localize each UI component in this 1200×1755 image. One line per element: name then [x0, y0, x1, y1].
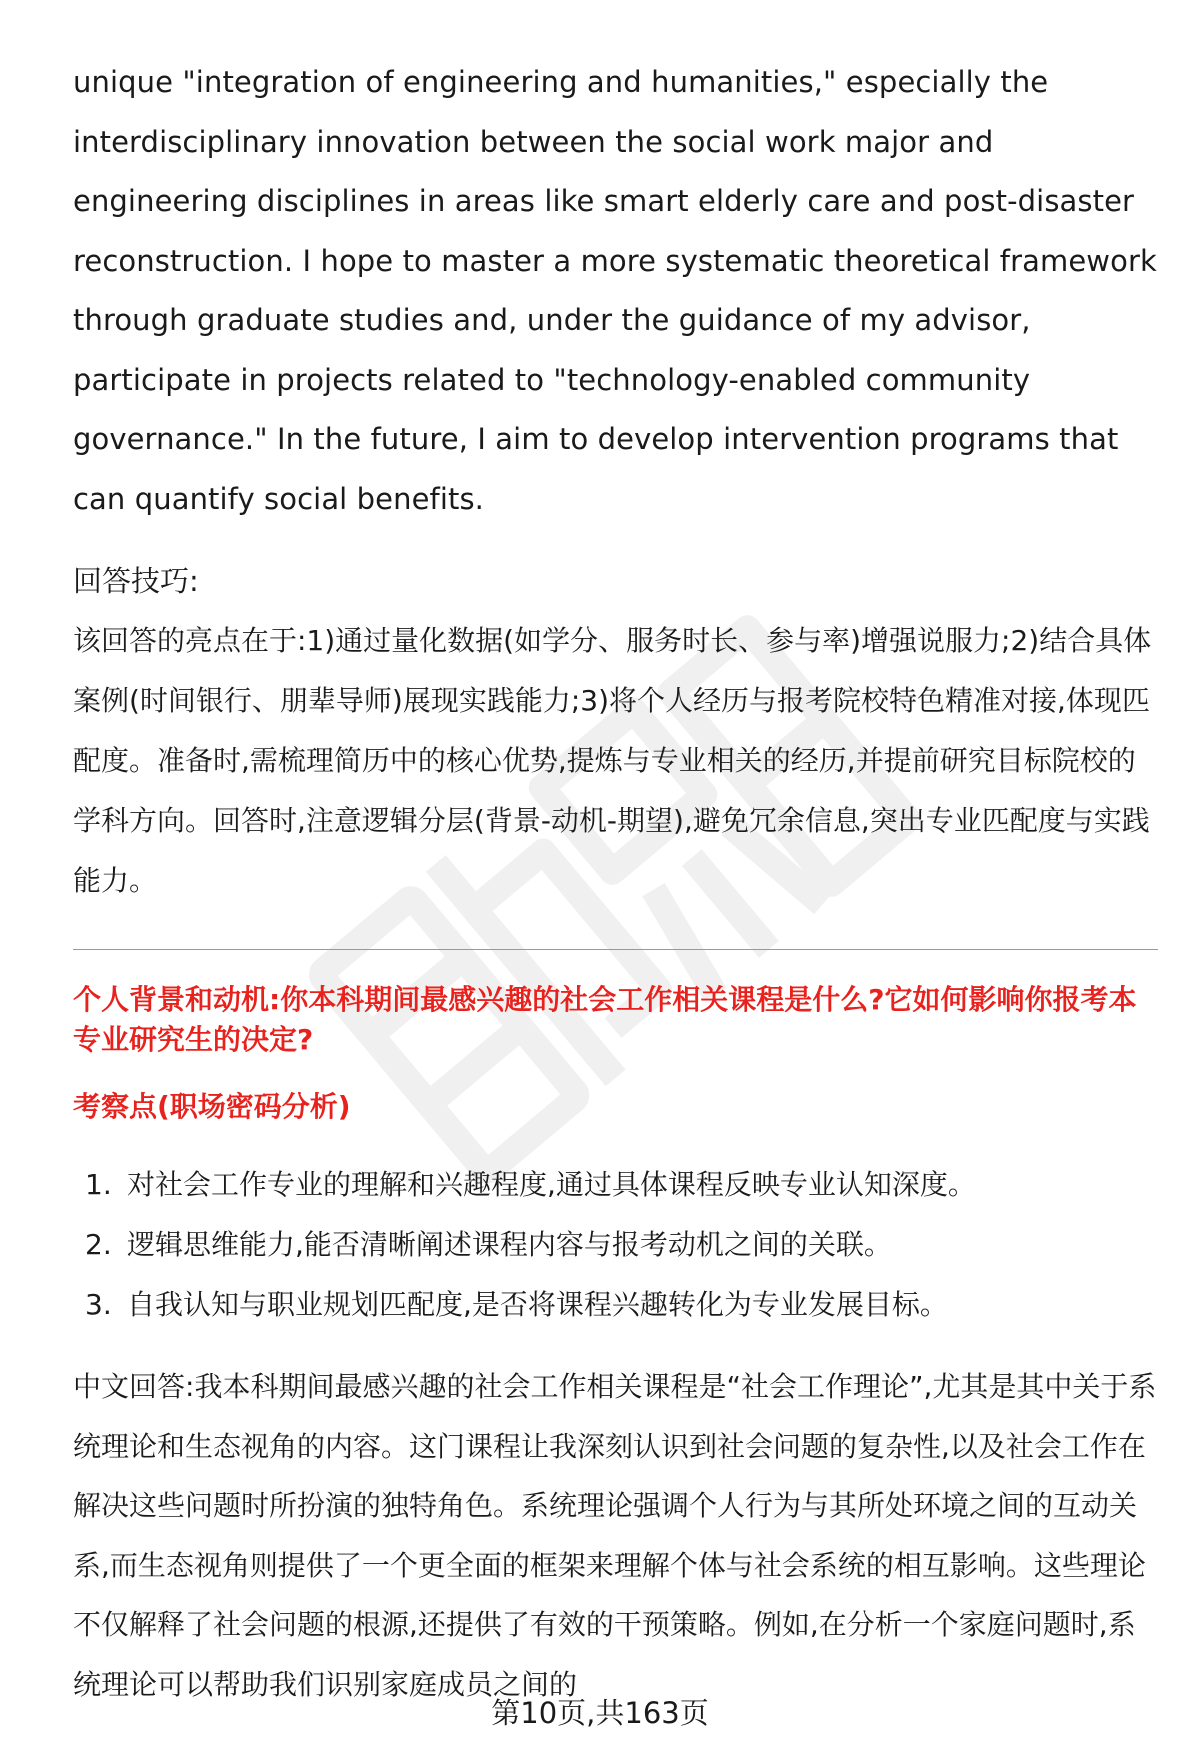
- chinese-answer: [73, 1357, 1158, 1714]
- section-divider: [73, 949, 1158, 950]
- list-item-number: 1.: [85, 1168, 112, 1201]
- page-footer: 第10页,共163页: [491, 1696, 709, 1730]
- list-item: [73, 1215, 1158, 1275]
- list-item-text: 逻辑思维能力,能否清晰阐述课程内容与报考动机之间的关联。: [127, 1228, 892, 1261]
- tips-title: 回答技巧:: [73, 564, 199, 598]
- list-item: [73, 1155, 1158, 1215]
- list-item-number: 2.: [85, 1228, 112, 1261]
- question-heading: 个人背景和动机:你本科期间最感兴趣的社会工作相关课程是什么?它如何影响你报考本专业研究生的决定?: [73, 983, 1137, 1056]
- answer-body: 我本科期间最感兴趣的社会工作相关课程是“社会工作理论”,尤其是其中关于系统理论和生态视角的内容。这门课程让我深刻认识到社会问题的复杂性,以及社会工作在解决这些问题时所扮演的独特角色。系统理论强调个人行为与其所处环境之间的互动关系,而生态视角则提供了一个更全面的框架来理解个体与社会系统的相互影响。这些理论不仅解释了社会问题的根源,还提供了有效的干预策略。例如,在分析一个家庭问题时,系统理论可以帮助我们识别家庭成员之间的: [73, 1370, 1157, 1701]
- tips-body: 该回答的亮点在于:1)通过量化数据(如学分、服务时长、参与率)增强说服力;2)结合具体案例(时间银行、朋辈导师)展现实践能力;3)将个人经历与报考院校特色精准对接,体现匹配度。准备时,需梳理简历中的核心优势,提炼与专业相关的经历,并提前研究目标院校的学科方向。回答时,注意逻辑分层(背景-动机-期望),避免冗余信息,突出专业匹配度与实践能力。: [73, 624, 1152, 897]
- english-answer-paragraph: unique "integration of engineering and humanities," especially the interdisciplinary innovation between the social work major and engineering disciplines in areas like smart elderly care and post-disaster reconstruction. I hope to master a more systematic theoretical framework through graduate studies and, under the guidance of my advisor, participate in projects related to "technology-enabled community governance." In the future, I aim to develop intervention programs that can quantify social benefits.: [73, 65, 1157, 516]
- list-item-number: 3.: [85, 1288, 112, 1321]
- assessment-points-list: [73, 1155, 1158, 1335]
- answer-label: 中文回答:: [73, 1370, 195, 1403]
- list-item-text: 自我认知与职业规划匹配度,是否将课程兴趣转化为专业发展目标。: [127, 1288, 948, 1321]
- assessment-title: 考察点(职场密码分析): [73, 1090, 351, 1123]
- document-page: [73, 0, 1158, 1714]
- list-item-text: 对社会工作专业的理解和兴趣程度,通过具体课程反映专业认知深度。: [127, 1168, 976, 1201]
- list-item: [73, 1275, 1158, 1335]
